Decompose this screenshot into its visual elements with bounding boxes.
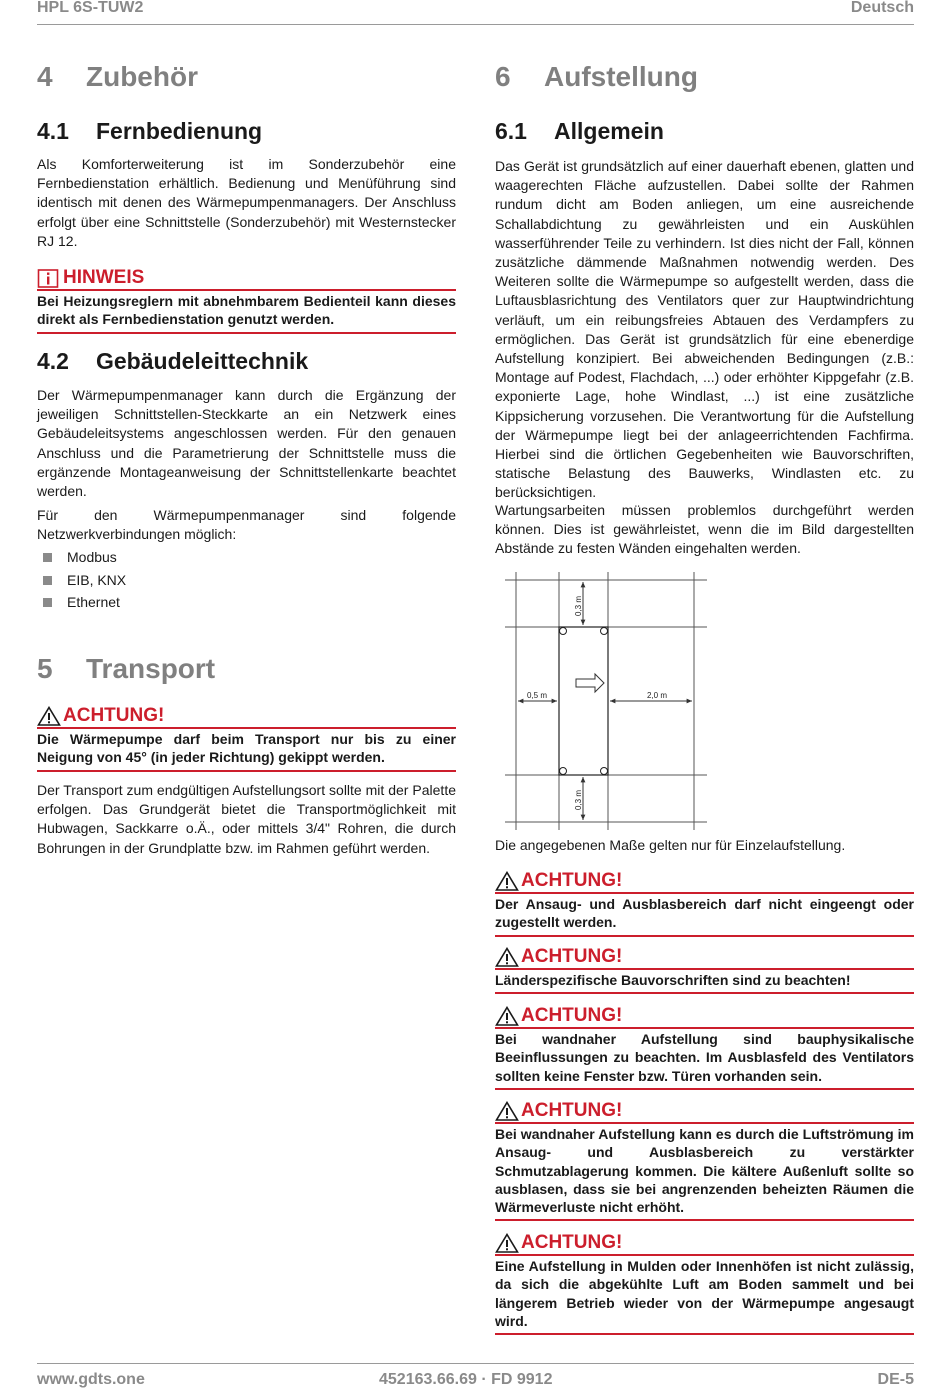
warning-label: ACHTUNG! bbox=[521, 1232, 623, 1253]
warning-label: ACHTUNG! bbox=[63, 705, 165, 726]
footer-website[interactable]: www.gdts.one bbox=[37, 1371, 145, 1388]
page-header bbox=[37, 0, 914, 25]
warning-label: ACHTUNG! bbox=[521, 870, 623, 891]
warning-note bbox=[495, 1232, 914, 1335]
header-language: Deutsch bbox=[850, 0, 914, 16]
clearance-diagram-svg bbox=[495, 570, 725, 832]
unit-foot bbox=[601, 768, 608, 775]
transport-warning bbox=[37, 705, 456, 772]
list-item: Ethernet bbox=[37, 593, 126, 616]
warning-note bbox=[495, 870, 914, 937]
dim-label-right: 2,0 m bbox=[647, 691, 668, 700]
unit-foot bbox=[560, 768, 567, 775]
warning-icon bbox=[495, 947, 519, 967]
warning-note bbox=[495, 1100, 914, 1221]
warning-note bbox=[495, 1005, 914, 1090]
heat-pump-outline bbox=[559, 627, 608, 775]
warning-icon bbox=[495, 1101, 519, 1121]
section-4-heading: 4 Zubehör bbox=[37, 61, 198, 92]
footer-page-number: DE-5 bbox=[877, 1371, 914, 1388]
hinweis-label: HINWEIS bbox=[63, 267, 145, 288]
warning-text: Die Wärmepumpe darf beim Transport nur bis zu einer Neigung von 45° (in jeder Richtung) gekippt werden. bbox=[37, 729, 456, 772]
hinweis-text: Bei Heizungsreglern mit abnehmbarem Bedienteil kann dieses direkt als Fernbedienstation genutzt werden. bbox=[37, 291, 456, 334]
header-model: HPL 6S-TUW2 bbox=[37, 0, 144, 16]
section-5-heading: 5 Transport bbox=[37, 653, 216, 684]
clearance-diagram bbox=[495, 570, 725, 832]
dim-label-top: 0,3 m bbox=[574, 595, 583, 616]
unit-foot bbox=[601, 628, 608, 635]
airflow-arrow bbox=[576, 674, 604, 692]
dim-label-bottom: 0,3 m bbox=[574, 789, 583, 810]
footer-doc-number: 452163.66.69 · FD 9912 bbox=[379, 1371, 553, 1388]
section-4-2-heading: 4.2 Gebäudeleittechnik bbox=[37, 348, 309, 374]
network-list bbox=[37, 548, 126, 616]
section-4-1-body: Als Komforterweiterung ist im Sonderzubehör eine Fernbedienstation erhältlich. Bedienung und Menüführung sind identisch mit denen des Wärmepumpenmanagers. Der Anschluss erfolgt über eine Schnittstelle (Sonderzubehör) mit Westernstecker RJ 12. bbox=[37, 156, 456, 249]
warning-label: ACHTUNG! bbox=[521, 1005, 623, 1026]
warning-text: Bei wandnaher Aufstellung kann es durch die Luftströmung im Ansaug- und Ausblasbereich zu verstärkter Schmutzablagerung kommen. Die kältere Außenluft sollte so ausblasen, dass sie bei angrenzenden beheizten Räumen die Wärmeverluste nicht erhöht. bbox=[495, 1124, 914, 1221]
list-item: Modbus bbox=[37, 548, 126, 571]
section-6-heading: 6 Aufstellung bbox=[495, 61, 698, 92]
warning-text: Bei wandnaher Aufstellung sind bauphysikalische Beeinflussungen zu beachten. Im Ausblasfeld des Ventilators sollten keine Fenster bzw. Türen vorhanden sein. bbox=[495, 1029, 914, 1090]
warning-label: ACHTUNG! bbox=[521, 1100, 623, 1121]
section-6-1-heading: 6.1 Allgemein bbox=[495, 118, 664, 144]
page-footer bbox=[37, 1363, 914, 1388]
warning-label: ACHTUNG! bbox=[521, 946, 623, 967]
section-4-2-body-1: Der Wärmepumpenmanager kann durch die Ergänzung der jeweiligen Schnittstellen-Steckkarte an ein Netzwerk eines Gebäudeleitsystems angeschlossen werden. Für den genauen Anschluss und die Parametrierung der Schnittstelle muss die ergänzende Montageanweisung der Schnittstellenkarte beachtet werden. bbox=[37, 387, 456, 500]
warning-icon bbox=[37, 706, 61, 726]
section-6-1-body-1: Das Gerät ist grundsätzlich auf einer dauerhaft ebenen, glatten und waagerechten Fläche aufzustellen. Dabei sollte der Rahmen rundum dicht am Boden anliegen, um eine ausreichende Schallabdichtung zu gewährleisten und ein Auskühlen wasserführender Teile zu verhindern. Ist dies nicht der Fall, können zusätzliche dämmende Maßnahmen notwendig werden. Des Weiteren sollte die Wärmepumpe so aufgestellt werden, dass die Luftausblasrichtung des Ventilators quer zur Hauptwindrichtung verläuft, um ein reibungsfreies Abtauen des Verdampfers zu ermöglichen. Das Gerät ist grundsätzlich für eine ebenerdige Aufstellung konzipiert. Bei abweichenden Bedingungen (z.B.: Montage auf Podest, Flachdach, ...) oder erhöhter Kippgefahr (z.B. exponierte Lage, hohe Windlast, ...) ist eine zusätzliche Kippsicherung vorzusehen. Die Verantwortung für die Aufstellung der Wärmepumpe liegt bei der anlageerrichtenden Fachfirma. Hierbei sind die örtlichen Gegebenheiten wie Bauvorschriften, statische Belastung des Bauwerks, Windlasten etc. zu berücksichtigen. bbox=[495, 158, 914, 501]
info-icon bbox=[37, 268, 61, 288]
warning-text: Der Ansaug- und Ausblasbereich darf nicht eingeengt oder zugestellt werden. bbox=[495, 894, 914, 937]
warning-text: Eine Aufstellung in Mulden oder Innenhöfen ist nicht zulässig, da sich die abgekühlte Luft am Boden sammelt und bei längerem Betrieb wieder von der Wärmepumpe angesaugt wird. bbox=[495, 1256, 914, 1335]
section-6-1-body-2: Wartungsarbeiten müssen problemlos durchgeführt werden können. Dies ist gewährleistet, wenn die im Bild dargestellten Abstände zu festen Wänden eingehalten werden. bbox=[495, 502, 914, 557]
hinweis-note bbox=[37, 267, 456, 334]
transport-body: Der Transport zum endgültigen Aufstellungsort sollte mit der Palette erfolgen. Das Grundgerät bietet die Transportmöglichkeit mit Hubwagen, Sackkarre o.Ä., oder mittels 3/4" Rohren, die durch Bohrungen in der Grundplatte bzw. im Rahmen geführt werden. bbox=[37, 782, 456, 856]
section-4-1-heading: 4.1 Fernbedienung bbox=[37, 118, 263, 144]
warning-icon bbox=[495, 1233, 519, 1253]
warning-note bbox=[495, 946, 914, 994]
unit-foot bbox=[560, 628, 567, 635]
list-item: EIB, KNX bbox=[37, 571, 126, 594]
section-4-2-body-2: Für den Wärmepumpenmanager sind folgende Netzwerkverbindungen möglich: bbox=[37, 507, 456, 543]
warning-icon bbox=[495, 871, 519, 891]
warning-icon bbox=[495, 1006, 519, 1026]
figure-caption: Die angegebenen Maße gelten nur für Einzelaufstellung. bbox=[495, 837, 846, 853]
dim-label-left: 0,5 m bbox=[527, 691, 548, 700]
warning-text: Länderspezifische Bauvorschriften sind zu beachten! bbox=[495, 970, 914, 994]
